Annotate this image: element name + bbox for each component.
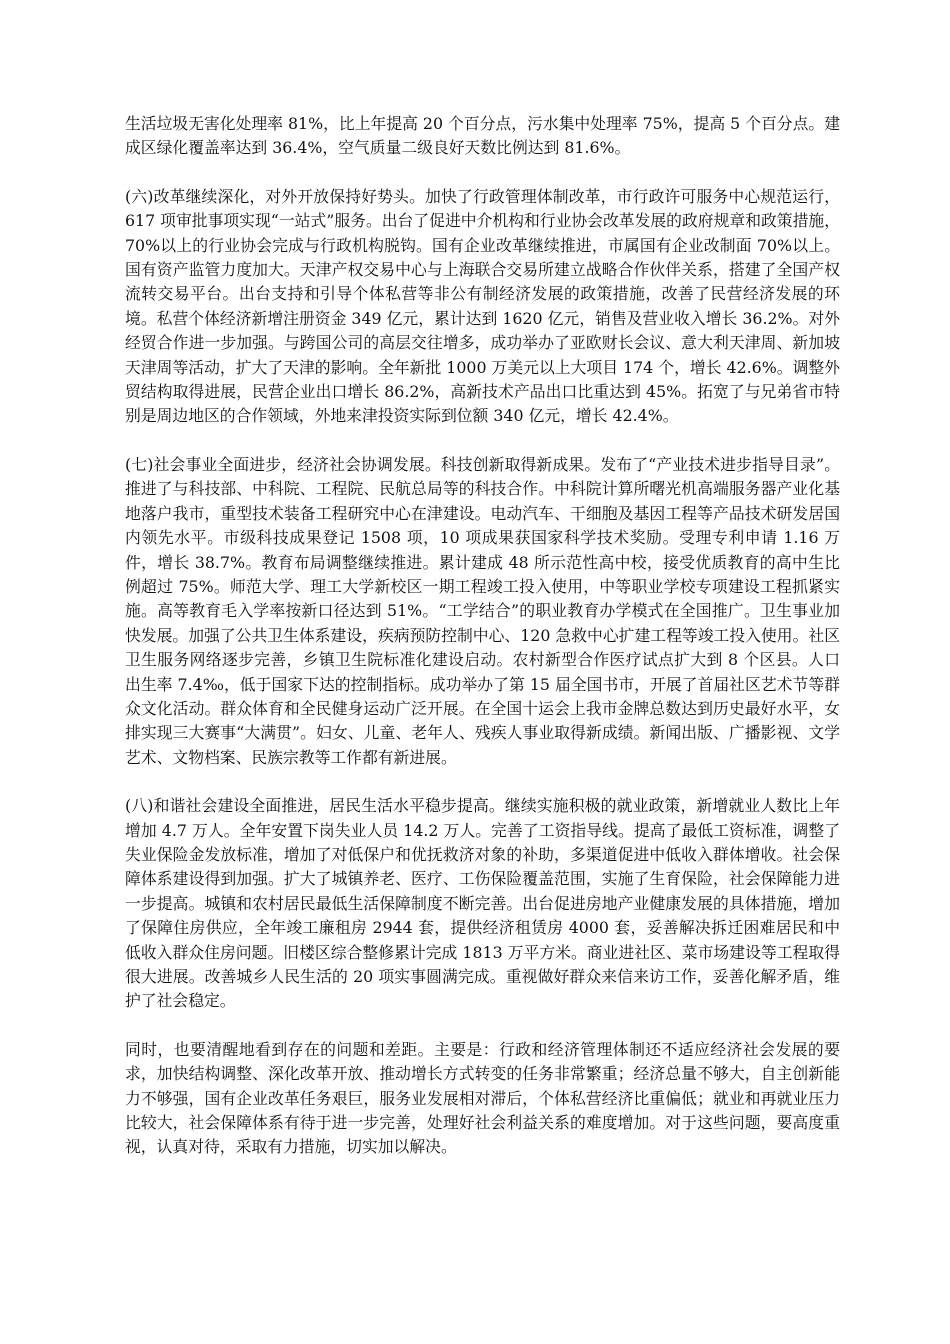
paragraph-social-affairs: (七)社会事业全面进步，经济社会协调发展。科技创新取得新成果。发布了“产业技术进步指导目录”。推进了与科技部、中科院、工程院、民航总局等的科技合作。中科院计算所曙光机高端服务器产业化基地落户我市，重型技术装备工程研究中心在津建设。电动汽车、干细胞及基因工程等产品技术研发居国内领先水平。市级科技成果登记 1508 项，10 项成果获国家科学技术奖励。受理专利申请 1.16 万件，增长 38.7%。教育布局调整继续推进。累计建成 48 所示范性高中校，接受优质教育的高中生比例超过 75%。师范大学、理工大学新校区一期工程竣工投入使用，中等职业学校专项建设工程抓紧实施。高等教育毛入学率按新口径达到 51%。“工学结合”的职业教育办学模式在全国推广。卫生事业加快发展。加强了公共卫生体系建设，疾病预防控制中心、120 急救中心扩建工程等竣工投入使用。社区卫生服务网络逐步完善，乡镇卫生院标准化建设启动。农村新型合作医疗试点扩大到 8 个区县。人口出生率 7.4‰，低于国家下达的控制指标。成功举办了第 15 届全国书市，开展了首届社区艺术节等群众文化活动。群众体育和全民健身运动广泛开展。在全国十运会上我市金牌总数达到历史最好水平，女排实现三大赛事“大满贯”。妇女、儿童、老年人、残疾人事业取得新成绩。新闻出版、广播影视、文学艺术、文物档案、民族宗教等工作都有新进展。	[125, 454, 840, 767]
paragraph-problems: 同时，也要清醒地看到存在的问题和差距。主要是：行政和经济管理体制还不适应经济社会发展的要求，加快结构调整、深化改革开放、推动增长方式转变的任务非常繁重；经济总量不够大，自主创新能力不够强，国有企业改革任务艰巨，服务业发展相对滞后，个体私营经济比重偏低；就业和再就业压力比较大，社会保障体系有待于进一步完善，处理好社会利益关系的难度增加。对于这些问题，要高度重视，认真对待，采取有力措施，切实加以解决。	[125, 1039, 840, 1157]
paragraph-harmonious-society: (八)和谐社会建设全面推进，居民生活水平稳步提高。继续实施积极的就业政策，新增就业人数比上年增加 4.7 万人。全年安置下岗失业人员 14.2 万人。完善了工资指导线。提高了最低工资标准，调整了失业保险金发放标准，增加了对低保户和优抚救济对象的补助，多渠道促进中低收入群体增收。社会保障体系建设得到加强。扩大了城镇养老、医疗、工伤保险覆盖范围，实施了生育保险，社会保障能力进一步提高。城镇和农村居民最低生活保障制度不断完善。出台促进房地产业健康发展的具体措施，增加了保障住房供应，全年竣工廉租房 2944 套，提供经济租赁房 4000 套，妥善解决拆迁困难居民和中低收入群众住房问题。旧楼区综合整修累计完成 1813 万平方米。商业进社区、菜市场建设等工程取得很大进展。改善城乡人民生活的 20 项实事圆满完成。重视做好群众来信来访工作，妥善化解矛盾，维护了社会稳定。	[125, 796, 840, 1011]
paragraph-reform-opening: (六)改革继续深化，对外开放保持好势头。加快了行政管理体制改革，市行政许可服务中心规范运行，617 项审批事项实现“一站式”服务。出台了促进中介机构和行业协会改革发展的政府规章和政策措施，70%以上的行业协会完成与行政机构脱钩。国有企业改革继续推进，市属国有企业改制面 70%以上。国有资产监管力度加大。天津产权交易中心与上海联合交易所建立战略合作伙伴关系，搭建了全国产权流转交易平台。出台支持和引导个体私营等非公有制经济发展的政策措施，改善了民营经济发展的环境。私营个体经济新增注册资金 349 亿元，累计达到 1620 亿元，销售及营业收入增长 36.2%。对外经贸合作进一步加强。与跨国公司的高层交往增多，成功举办了亚欧财长会议、意大利天津周、新加坡天津周等活动，扩大了天津的影响。全年新批 1000 万美元以上大项目 174 个，增长 42.6%。调整外贸结构取得进展，民营企业出口增长 86.2%，高新技术产品出口比重达到 45%。拓宽了与兄弟省市特别是周边地区的合作领域，外地来津投资实际到位额 340 亿元，增长 42.4%。	[125, 186, 840, 426]
paragraph-environment: 生活垃圾无害化处理率 81%，比上年提高 20 个百分点，污水集中处理率 75%，提高 5 个百分点。建成区绿化覆盖率达到 36.4%，空气质量二级良好天数比例达到 81.6%。	[125, 114, 840, 158]
document-body	[125, 112, 840, 1184]
